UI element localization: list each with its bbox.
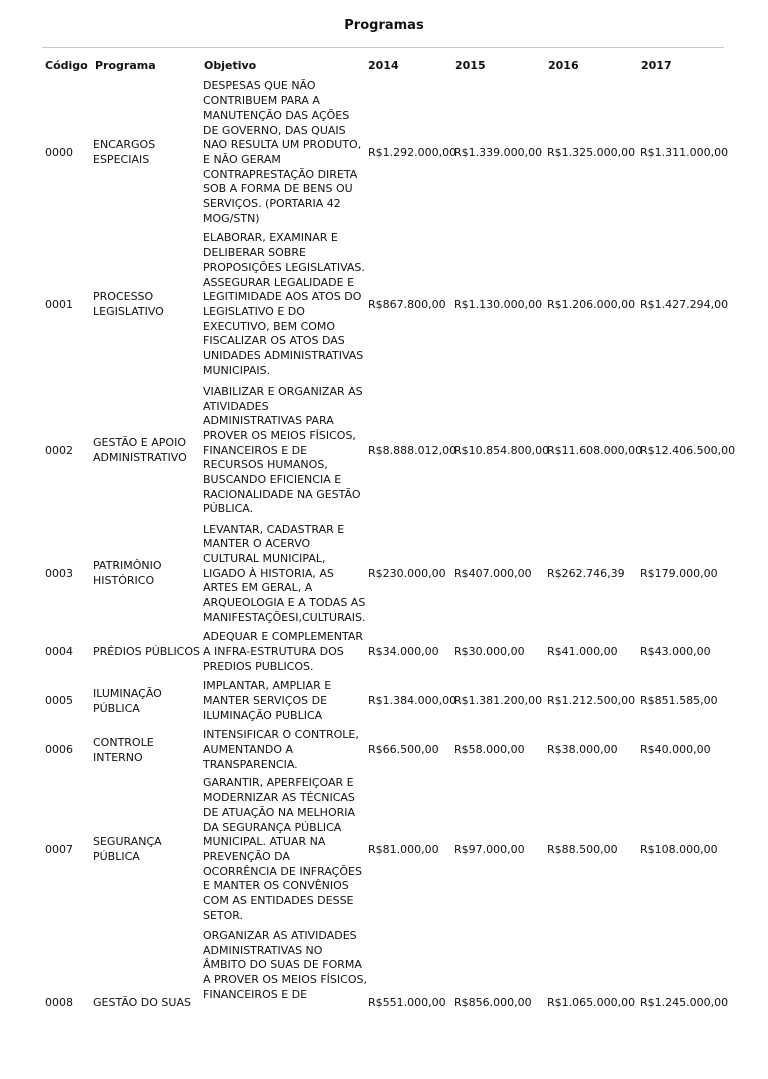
program-objective: GARANTIR, APERFEIÇOAR E MODERNIZAR AS TÉCNICAS DE ATUAÇÃO NA MELHORIA DA SEGURANÇA PÚBLICA MUNICIPAL. ATUAR NA PREVENÇÃO DA OCORRÊNCIA DE INFRAÇÕES E MANTER OS CONVÊNIOS COM AS ENTIDADES DESSE SETOR. xyxy=(203,776,362,922)
table-row xyxy=(0,384,768,518)
value-2017: R$851.585,00 xyxy=(640,694,718,708)
table-row xyxy=(0,522,768,626)
value-2017: R$40.000,00 xyxy=(640,743,711,757)
value-2017: R$12.406.500,00 xyxy=(640,443,736,457)
value-2017: R$1.245.000,00 xyxy=(640,995,729,1009)
program-objective: ELABORAR, EXAMINAR E DELIBERAR SOBRE PROPOSIÇÕES LEGISLATIVAS. ASSEGURAR LEGALIDADE E LEGITIMIDADE AOS ATOS DO LEGISLATIVO E DO EXECUTIVO, BEM COMO FISCALIZAR OS ATOS DAS UNIDADES ADMINISTRATIVAS MUNICIPAIS. xyxy=(203,231,365,377)
value-2015: R$1.130.000,00 xyxy=(454,297,543,311)
header-2015: 2015 xyxy=(455,59,486,72)
program-objective: ADEQUAR E COMPLEMENTAR A INFRA-ESTRUTURA DOS PREDIOS PUBLICOS. xyxy=(203,630,364,673)
program-objective: LEVANTAR, CADASTRAR E MANTER O ACERVO CULTURAL MUNICIPAL, LIGADO À HISTORIA, AS ARTES EM GERAL, A ARQUEOLOGIA E A TODAS AS MANIFESTAÇÕESI,CULTURAIS. xyxy=(203,522,366,624)
value-2014: R$230.000,00 xyxy=(368,566,446,580)
program-objective: INTENSIFICAR O CONTROLE, AUMENTANDO A TRANSPARENCIA. xyxy=(203,728,359,771)
program-name: ENCARGOS ESPECIAIS xyxy=(93,138,156,166)
value-2014: R$1.292.000,00 xyxy=(368,145,457,159)
value-2017: R$43.000,00 xyxy=(640,645,711,659)
program-code: 0000 xyxy=(45,145,73,159)
program-name: GESTÃO E APOIO ADMINISTRATIVO xyxy=(93,436,187,464)
program-code: 0006 xyxy=(45,743,73,757)
program-code: 0004 xyxy=(45,645,73,659)
value-2017: R$179.000,00 xyxy=(640,566,718,580)
header-2014: 2014 xyxy=(368,59,399,72)
value-2016: R$88.500,00 xyxy=(547,842,618,856)
program-code: 0003 xyxy=(45,566,73,580)
value-2015: R$407.000,00 xyxy=(454,566,532,580)
value-2015: R$1.339.000,00 xyxy=(454,145,543,159)
header-objective: Objetivo xyxy=(204,59,257,72)
value-2014: R$81.000,00 xyxy=(368,842,439,856)
value-2016: R$1.206.000,00 xyxy=(547,297,636,311)
value-2016: R$41.000,00 xyxy=(547,645,618,659)
value-2016: R$1.325.000,00 xyxy=(547,145,636,159)
table-row xyxy=(0,231,768,379)
value-2014: R$8.888.012,00 xyxy=(368,443,457,457)
program-code: 0005 xyxy=(45,694,73,708)
table-row xyxy=(0,928,768,1078)
program-name: SEGURANÇA PÚBLICA xyxy=(93,835,162,863)
value-2015: R$856.000,00 xyxy=(454,995,532,1009)
program-name: PROCESSO LEGISLATIVO xyxy=(93,290,164,318)
value-2016: R$1.065.000,00 xyxy=(547,995,636,1009)
title-divider xyxy=(42,47,724,48)
value-2014: R$66.500,00 xyxy=(368,743,439,757)
program-objective: IMPLANTAR, AMPLIAR E MANTER SERVIÇOS DE ILUMINAÇÃO PUBLICA xyxy=(203,679,332,722)
table-row xyxy=(0,776,768,924)
table-row xyxy=(0,728,768,773)
value-2017: R$108.000,00 xyxy=(640,842,718,856)
value-2014: R$1.384.000,00 xyxy=(368,694,457,708)
value-2015: R$10.854.800,00 xyxy=(454,443,550,457)
header-2017: 2017 xyxy=(641,59,672,72)
program-name: PRÉDIOS PÚBLICOS xyxy=(93,645,201,659)
value-2017: R$1.311.000,00 xyxy=(640,145,729,159)
program-code: 0007 xyxy=(45,842,73,856)
table-row xyxy=(0,679,768,724)
table-row xyxy=(0,630,768,675)
page-title: Programas xyxy=(344,18,424,33)
value-2014: R$867.800,00 xyxy=(368,297,446,311)
value-2016: R$11.608.000,00 xyxy=(547,443,643,457)
program-name: GESTÃO DO SUAS xyxy=(93,995,191,1009)
value-2015: R$58.000,00 xyxy=(454,743,525,757)
value-2017: R$1.427.294,00 xyxy=(640,297,729,311)
program-code: 0002 xyxy=(45,443,73,457)
program-code: 0001 xyxy=(45,297,73,311)
value-2016: R$38.000,00 xyxy=(547,743,618,757)
header-2016: 2016 xyxy=(548,59,579,72)
value-2016: R$1.212.500,00 xyxy=(547,694,636,708)
value-2016: R$262.746,39 xyxy=(547,566,625,580)
header-program: Programa xyxy=(95,59,156,72)
program-code: 0008 xyxy=(45,995,73,1009)
program-name: CONTROLE INTERNO xyxy=(93,735,154,764)
table-row xyxy=(0,79,768,227)
value-2015: R$97.000,00 xyxy=(454,842,525,856)
program-objective: ORGANIZAR AS ATIVIDADES ADMINISTRATIVAS NO ÂMBITO DO SUAS DE FORMA A PROVER OS MEIOS FÍSICOS, FINANCEIROS E DE xyxy=(203,929,367,1001)
program-objective: DESPESAS QUE NÃO CONTRIBUEM PARA A MANUTENÇÃO DAS AÇÕES DE GOVERNO, DAS QUAIS NAO RESULTA UM PRODUTO, E NÃO GERAM CONTRAPRESTAÇÃO DIRETA SOB A FORMA DE BENS OU SERVIÇOS. (PORTARIA 42 MOG/STN) xyxy=(203,79,362,225)
program-objective: VIABILIZAR E ORGANIZAR AS ATIVIDADES ADMINISTRATIVAS PARA PROVER OS MEIOS FÍSICOS, FINANCEIROS E DE RECURSOS HUMANOS, BUSCANDO EFICIENCIA E RACIONALIDADE NA GESTÃO PÚBLICA. xyxy=(203,384,363,516)
program-name: PATRIMÔNIO HISTÓRICO xyxy=(93,559,162,587)
value-2015: R$30.000,00 xyxy=(454,645,525,659)
header-code: Código xyxy=(45,59,88,72)
value-2014: R$34.000,00 xyxy=(368,645,439,659)
value-2014: R$551.000,00 xyxy=(368,995,446,1009)
value-2015: R$1.381.200,00 xyxy=(454,694,543,708)
program-name: ILUMINAÇÃO PÚBLICA xyxy=(93,686,162,715)
